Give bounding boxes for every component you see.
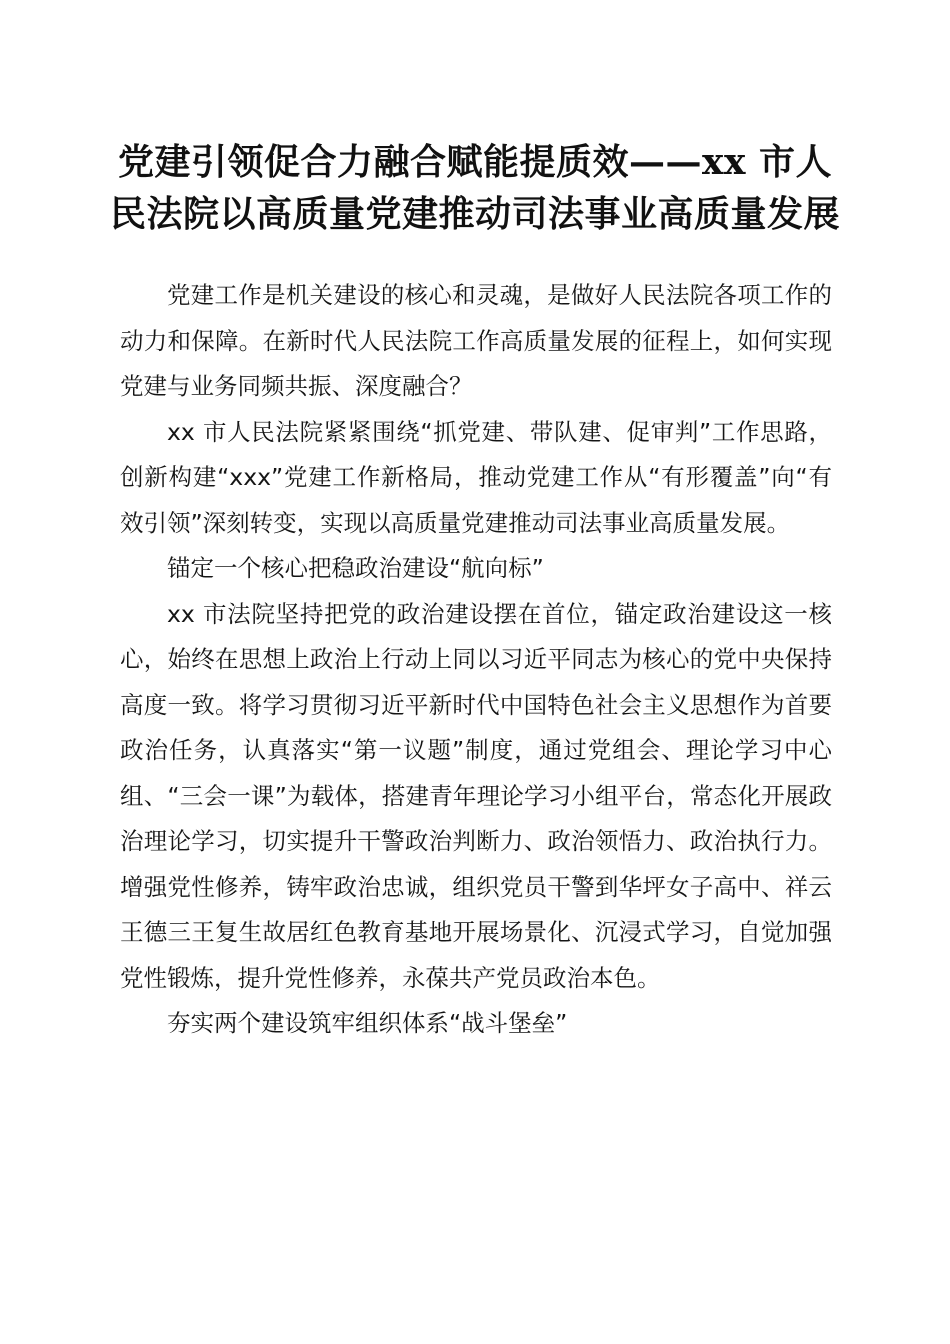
paragraph-political-building: xx 市法院坚持把党的政治建设摆在首位，锚定政治建设这一核心，始终在思想上政治上行动上同以习近平同志为核心的党中央保持高度一致。将学习贯彻习近平新时代中国特色社会主义思想作为首要政治任务，认真落实“第一议题”制度，通过党组会、理论学习中心组、“三会一课”为载体，搭建青年理论学习小组平台，常态化开展政治理论学习，切实提升干警政治判断力、政治领悟力、政治执行力。增强党性修养，铸牢政治忠诚，组织党员干警到华坪女子高中、祥云王德三王复生故居红色教育基地开展场景化、沉浸式学习，自觉加强党性锻炼，提升党性修养，永葆共产党员政治本色。	[120, 599, 832, 992]
section-heading-1: 锚定一个核心把稳政治建设“航向标”	[167, 554, 544, 582]
title-line-2: 民法院以高质量党建推动司法事业高质量发展	[109, 193, 840, 235]
section-heading-2: 夯实两个建设筑牢组织体系“战斗堡垒”	[167, 1009, 568, 1037]
document-title	[100, 136, 850, 240]
title-line-1: 党建引领促合力融合赋能提质效——xx 市人	[118, 141, 832, 183]
paragraph-intro: 党建工作是机关建设的核心和灵魂，是做好人民法院各项工作的动力和保障。在新时代人民法院工作高质量发展的征程上，如何实现党建与业务同频共振、深度融合？	[120, 281, 832, 400]
document-body	[120, 273, 832, 1047]
paragraph-overview: xx 市人民法院紧紧围绕“抓党建、带队建、促审判”工作思路，创新构建“xxx”党建工作新格局，推动党建工作从“有形覆盖”向“有效引领”深刻转变，实现以高质量党建推动司法事业高质量发展。	[120, 417, 832, 537]
